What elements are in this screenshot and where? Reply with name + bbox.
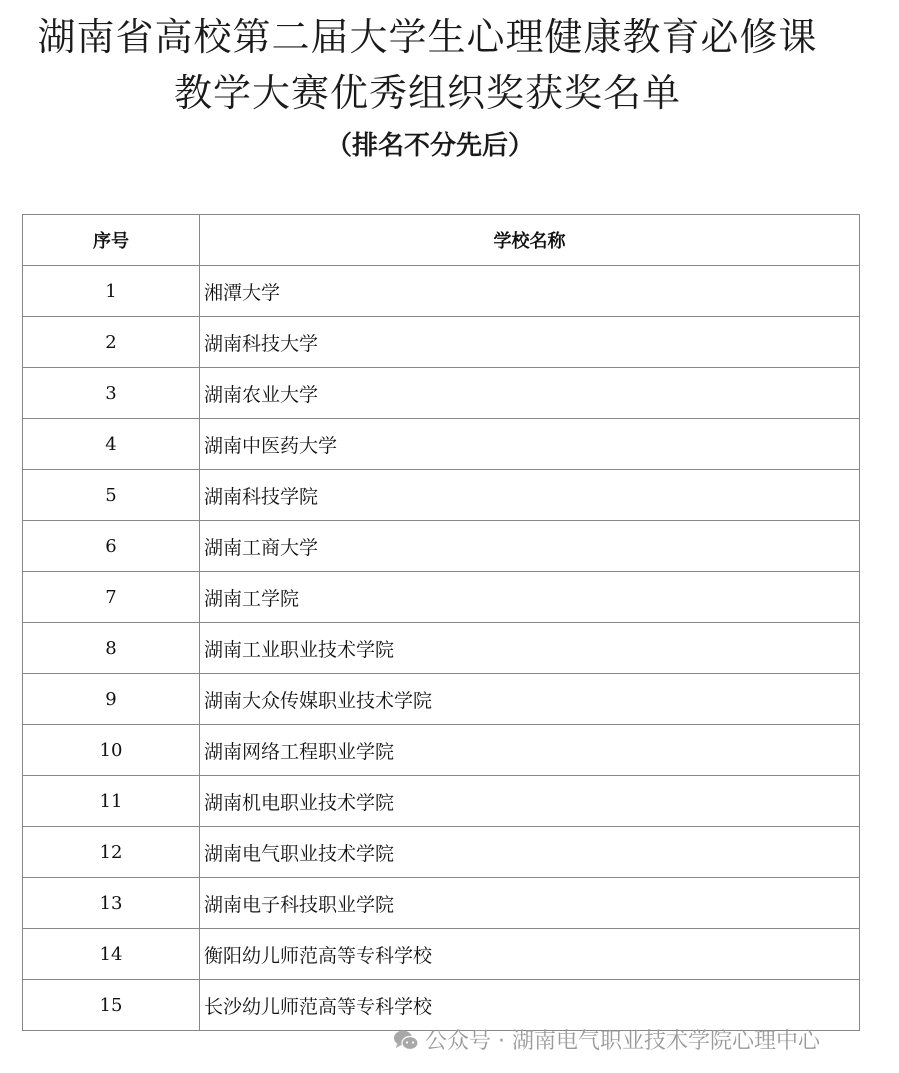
row-number: 15	[23, 980, 200, 1031]
row-number: 1	[23, 266, 200, 317]
row-school-name: 衡阳幼儿师范高等专科学校	[200, 929, 860, 980]
table-row	[23, 317, 860, 368]
row-school-name: 湖南工业职业技术学院	[200, 623, 860, 674]
document-subtitle: （排名不分先后）	[325, 131, 534, 161]
table-row	[23, 368, 860, 419]
table-row	[23, 776, 860, 827]
row-school-name: 湘潭大学	[200, 266, 860, 317]
row-school-name: 湖南大众传媒职业技术学院	[200, 674, 860, 725]
table-row	[23, 674, 860, 725]
table-row	[23, 623, 860, 674]
row-number: 4	[23, 419, 200, 470]
row-school-name: 湖南农业大学	[200, 368, 860, 419]
table-row	[23, 521, 860, 572]
row-number: 11	[23, 776, 200, 827]
row-number: 3	[23, 368, 200, 419]
table-row	[23, 980, 860, 1031]
table-row	[23, 572, 860, 623]
row-number: 6	[23, 521, 200, 572]
row-school-name: 湖南科技大学	[200, 317, 860, 368]
row-school-name: 湖南电气职业技术学院	[200, 827, 860, 878]
table-row	[23, 878, 860, 929]
row-number: 14	[23, 929, 200, 980]
table-row	[23, 827, 860, 878]
row-number: 7	[23, 572, 200, 623]
table-row	[23, 470, 860, 521]
row-school-name: 长沙幼儿师范高等专科学校	[200, 980, 860, 1031]
row-number: 8	[23, 623, 200, 674]
table-row	[23, 266, 860, 317]
row-number: 9	[23, 674, 200, 725]
watermark-text: 公众号 · 湖南电气职业技术学院心理中心	[425, 1029, 820, 1054]
row-number: 12	[23, 827, 200, 878]
row-school-name: 湖南中医药大学	[200, 419, 860, 470]
row-school-name: 湖南电子科技职业学院	[200, 878, 860, 929]
row-school-name: 湖南网络工程职业学院	[200, 725, 860, 776]
table-header-row	[23, 215, 860, 266]
table-row	[23, 725, 860, 776]
row-number: 13	[23, 878, 200, 929]
row-school-name: 湖南科技学院	[200, 470, 860, 521]
wechat-watermark	[393, 1024, 820, 1055]
row-school-name: 湖南工商大学	[200, 521, 860, 572]
wechat-icon	[393, 1029, 419, 1051]
header-school-name: 学校名称	[200, 215, 860, 266]
award-table	[22, 214, 860, 1031]
document-title-line1: 湖南省高校第二届大学生心理健康教育必修课	[37, 15, 818, 59]
table-row	[23, 419, 860, 470]
document-title-line2: 教学大赛优秀组织奖获奖名单	[173, 71, 681, 115]
table-row	[23, 929, 860, 980]
row-number: 5	[23, 470, 200, 521]
row-number: 2	[23, 317, 200, 368]
row-school-name: 湖南工学院	[200, 572, 860, 623]
row-school-name: 湖南机电职业技术学院	[200, 776, 860, 827]
header-number: 序号	[23, 215, 200, 266]
row-number: 10	[23, 725, 200, 776]
